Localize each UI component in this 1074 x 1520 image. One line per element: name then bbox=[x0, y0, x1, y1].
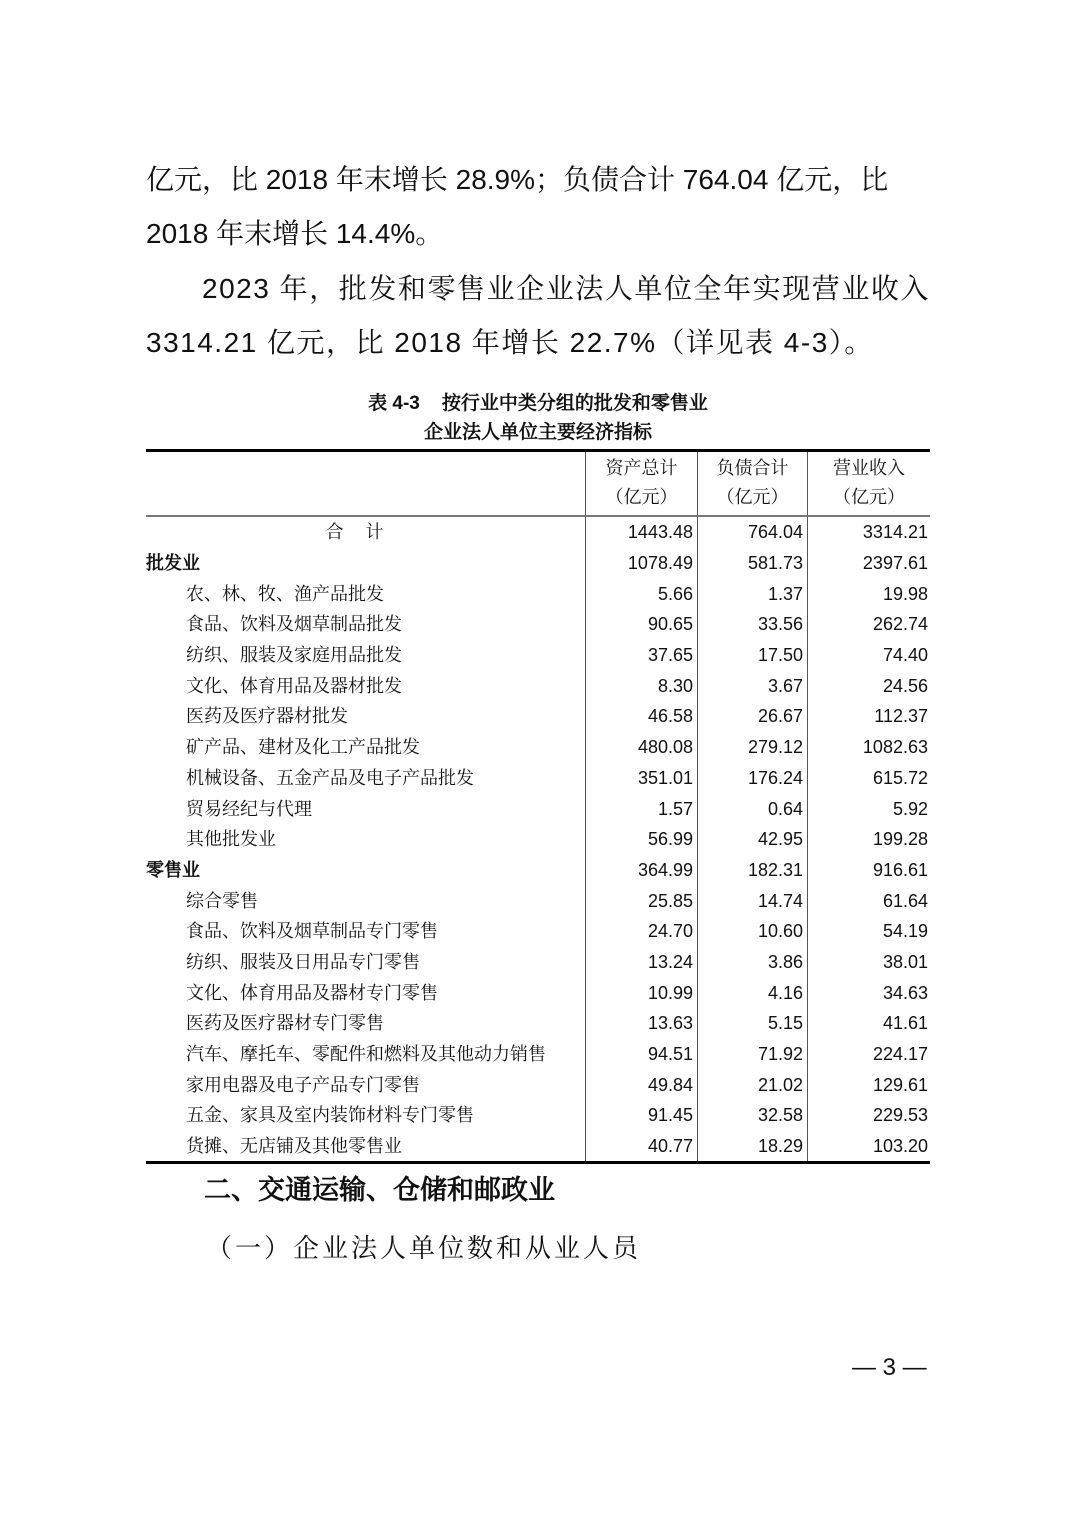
cell-assets: 49.84 bbox=[586, 1069, 698, 1100]
cell-revenue: 3314.21 bbox=[808, 516, 931, 548]
row-label: 家用电器及电子产品专门零售 bbox=[186, 1074, 420, 1095]
cell-assets: 13.63 bbox=[586, 1008, 698, 1039]
cell-liabilities: 21.02 bbox=[698, 1069, 808, 1100]
row-label: 农、林、牧、渔产品批发 bbox=[186, 583, 384, 604]
cell-assets: 56.99 bbox=[586, 824, 698, 855]
cell-liabilities: 33.56 bbox=[698, 609, 808, 640]
cell-liabilities: 14.74 bbox=[698, 885, 808, 916]
table-row bbox=[146, 1039, 930, 1070]
row-label: 贸易经纪与代理 bbox=[186, 798, 312, 819]
cell-assets: 8.30 bbox=[586, 670, 698, 701]
row-label: 货摊、无店铺及其他零售业 bbox=[146, 1131, 586, 1163]
cell-assets: 37.65 bbox=[586, 640, 698, 671]
header-total-liabilities: 负债合计 （亿元） bbox=[698, 451, 808, 517]
table-row bbox=[146, 1008, 930, 1039]
row-label: 文化、体育用品及器材批发 bbox=[186, 675, 402, 696]
table-row bbox=[146, 763, 930, 794]
subsection-heading: （一）企业法人单位数和从业人员 bbox=[206, 1234, 642, 1264]
row-label: 食品、饮料及烟草制品批发 bbox=[186, 614, 402, 635]
table-row bbox=[146, 793, 930, 824]
table-row bbox=[146, 548, 930, 579]
table-row bbox=[146, 947, 930, 978]
cell-liabilities: 764.04 bbox=[698, 516, 808, 548]
cell-liabilities: 182.31 bbox=[698, 855, 808, 886]
cell-liabilities: 42.95 bbox=[698, 824, 808, 855]
cell-revenue: 34.63 bbox=[808, 977, 931, 1008]
cell-revenue: 54.19 bbox=[808, 916, 931, 947]
cell-assets: 1443.48 bbox=[586, 516, 698, 548]
table-row bbox=[146, 701, 930, 732]
cell-assets: 1078.49 bbox=[586, 548, 698, 579]
cell-liabilities: 32.58 bbox=[698, 1100, 808, 1131]
cell-revenue: 262.74 bbox=[808, 609, 931, 640]
table-row bbox=[146, 1069, 930, 1100]
table-header-row bbox=[146, 451, 930, 517]
cell-assets: 46.58 bbox=[586, 701, 698, 732]
row-label: 文化、体育用品及器材专门零售 bbox=[186, 982, 438, 1003]
header-operating-revenue: 营业收入 （亿元） bbox=[808, 451, 931, 517]
cell-liabilities: 1.37 bbox=[698, 578, 808, 609]
row-label: 零售业 bbox=[146, 859, 200, 880]
cell-revenue: 224.17 bbox=[808, 1039, 931, 1070]
cell-assets: 5.66 bbox=[586, 578, 698, 609]
cell-revenue: 129.61 bbox=[808, 1069, 931, 1100]
cell-assets: 1.57 bbox=[586, 793, 698, 824]
table-title-line1: 按行业中类分组的批发和零售业 bbox=[441, 393, 708, 414]
cell-assets: 40.77 bbox=[586, 1131, 698, 1163]
row-label: 纺织、服装及家庭用品批发 bbox=[186, 645, 402, 666]
cell-revenue: 199.28 bbox=[808, 824, 931, 855]
cell-liabilities: 17.50 bbox=[698, 640, 808, 671]
row-label: 汽车、摩托车、零配件和燃料及其他动力销售 bbox=[186, 1044, 546, 1065]
cell-revenue: 5.92 bbox=[808, 793, 931, 824]
table-row bbox=[146, 670, 930, 701]
cell-revenue: 103.20 bbox=[808, 1131, 931, 1163]
cell-revenue: 229.53 bbox=[808, 1100, 931, 1131]
paragraph-revenue: 2023 年，批发和零售业企业法人单位全年实现营业收入 3314.21 亿元，比 2018 年增长 22.7%（详见表 4-3）。 bbox=[146, 273, 930, 358]
cell-assets: 25.85 bbox=[586, 885, 698, 916]
cell-assets: 10.99 bbox=[586, 977, 698, 1008]
row-label: 机械设备、五金产品及电子产品批发 bbox=[186, 767, 474, 788]
cell-liabilities: 26.67 bbox=[698, 701, 808, 732]
table-row bbox=[146, 1100, 930, 1131]
table-row bbox=[146, 1131, 930, 1163]
table-row bbox=[146, 885, 930, 916]
cell-revenue: 41.61 bbox=[808, 1008, 931, 1039]
table-title-line2: 企业法人单位主要经济指标 bbox=[423, 422, 652, 443]
cell-liabilities: 71.92 bbox=[698, 1039, 808, 1070]
table-row bbox=[146, 640, 930, 671]
header-blank bbox=[146, 451, 586, 517]
cell-revenue: 74.40 bbox=[808, 640, 931, 671]
cell-assets: 364.99 bbox=[586, 855, 698, 886]
row-label: 五金、家具及室内装饰材料专门零售 bbox=[186, 1105, 474, 1126]
row-label: 其他批发业 bbox=[186, 829, 276, 850]
page-number: — 3 — bbox=[852, 1354, 927, 1381]
table-row bbox=[146, 977, 930, 1008]
row-label: 合计 bbox=[325, 522, 406, 543]
cell-assets: 480.08 bbox=[586, 732, 698, 763]
cell-liabilities: 5.15 bbox=[698, 1008, 808, 1039]
cell-revenue: 615.72 bbox=[808, 763, 931, 794]
table-row bbox=[146, 824, 930, 855]
cell-liabilities: 0.64 bbox=[698, 793, 808, 824]
cell-assets: 90.65 bbox=[586, 609, 698, 640]
economic-indicators-table bbox=[146, 449, 930, 1164]
row-label: 批发业 bbox=[146, 553, 200, 574]
table-number: 表 4-3 bbox=[368, 393, 420, 414]
table-row bbox=[146, 578, 930, 609]
cell-assets: 351.01 bbox=[586, 763, 698, 794]
cell-assets: 24.70 bbox=[586, 916, 698, 947]
table-row bbox=[146, 516, 930, 548]
cell-revenue: 112.37 bbox=[808, 701, 931, 732]
cell-revenue: 2397.61 bbox=[808, 548, 931, 579]
row-label: 综合零售 bbox=[186, 890, 258, 911]
cell-liabilities: 279.12 bbox=[698, 732, 808, 763]
cell-revenue: 38.01 bbox=[808, 947, 931, 978]
cell-revenue: 19.98 bbox=[808, 578, 931, 609]
row-label: 矿产品、建材及化工产品批发 bbox=[186, 737, 420, 758]
cell-liabilities: 176.24 bbox=[698, 763, 808, 794]
cell-revenue: 1082.63 bbox=[808, 732, 931, 763]
table-caption-line1 bbox=[146, 389, 930, 418]
table-row bbox=[146, 855, 930, 886]
row-label: 医药及医疗器材批发 bbox=[186, 706, 348, 727]
cell-liabilities: 18.29 bbox=[698, 1131, 808, 1163]
row-label: 纺织、服装及日用品专门零售 bbox=[186, 951, 420, 972]
cell-assets: 94.51 bbox=[586, 1039, 698, 1070]
section-heading: 二、交通运输、仓储和邮政业 bbox=[204, 1175, 555, 1205]
table-row bbox=[146, 916, 930, 947]
cell-liabilities: 3.86 bbox=[698, 947, 808, 978]
cell-liabilities: 581.73 bbox=[698, 548, 808, 579]
cell-assets: 13.24 bbox=[586, 947, 698, 978]
cell-revenue: 61.64 bbox=[808, 885, 931, 916]
cell-liabilities: 3.67 bbox=[698, 670, 808, 701]
cell-revenue: 916.61 bbox=[808, 855, 931, 886]
cell-liabilities: 10.60 bbox=[698, 916, 808, 947]
paragraph-continuation: 亿元，比 2018 年末增长 28.9%；负债合计 764.04 亿元，比 2018 年末增长 14.4%。 bbox=[146, 164, 889, 249]
header-total-assets: 资产总计 （亿元） bbox=[586, 451, 698, 517]
table-row bbox=[146, 609, 930, 640]
row-label: 食品、饮料及烟草制品专门零售 bbox=[186, 921, 438, 942]
row-label: 医药及医疗器材专门零售 bbox=[186, 1013, 384, 1034]
cell-assets: 91.45 bbox=[586, 1100, 698, 1131]
cell-revenue: 24.56 bbox=[808, 670, 931, 701]
cell-liabilities: 4.16 bbox=[698, 977, 808, 1008]
table-row bbox=[146, 732, 930, 763]
